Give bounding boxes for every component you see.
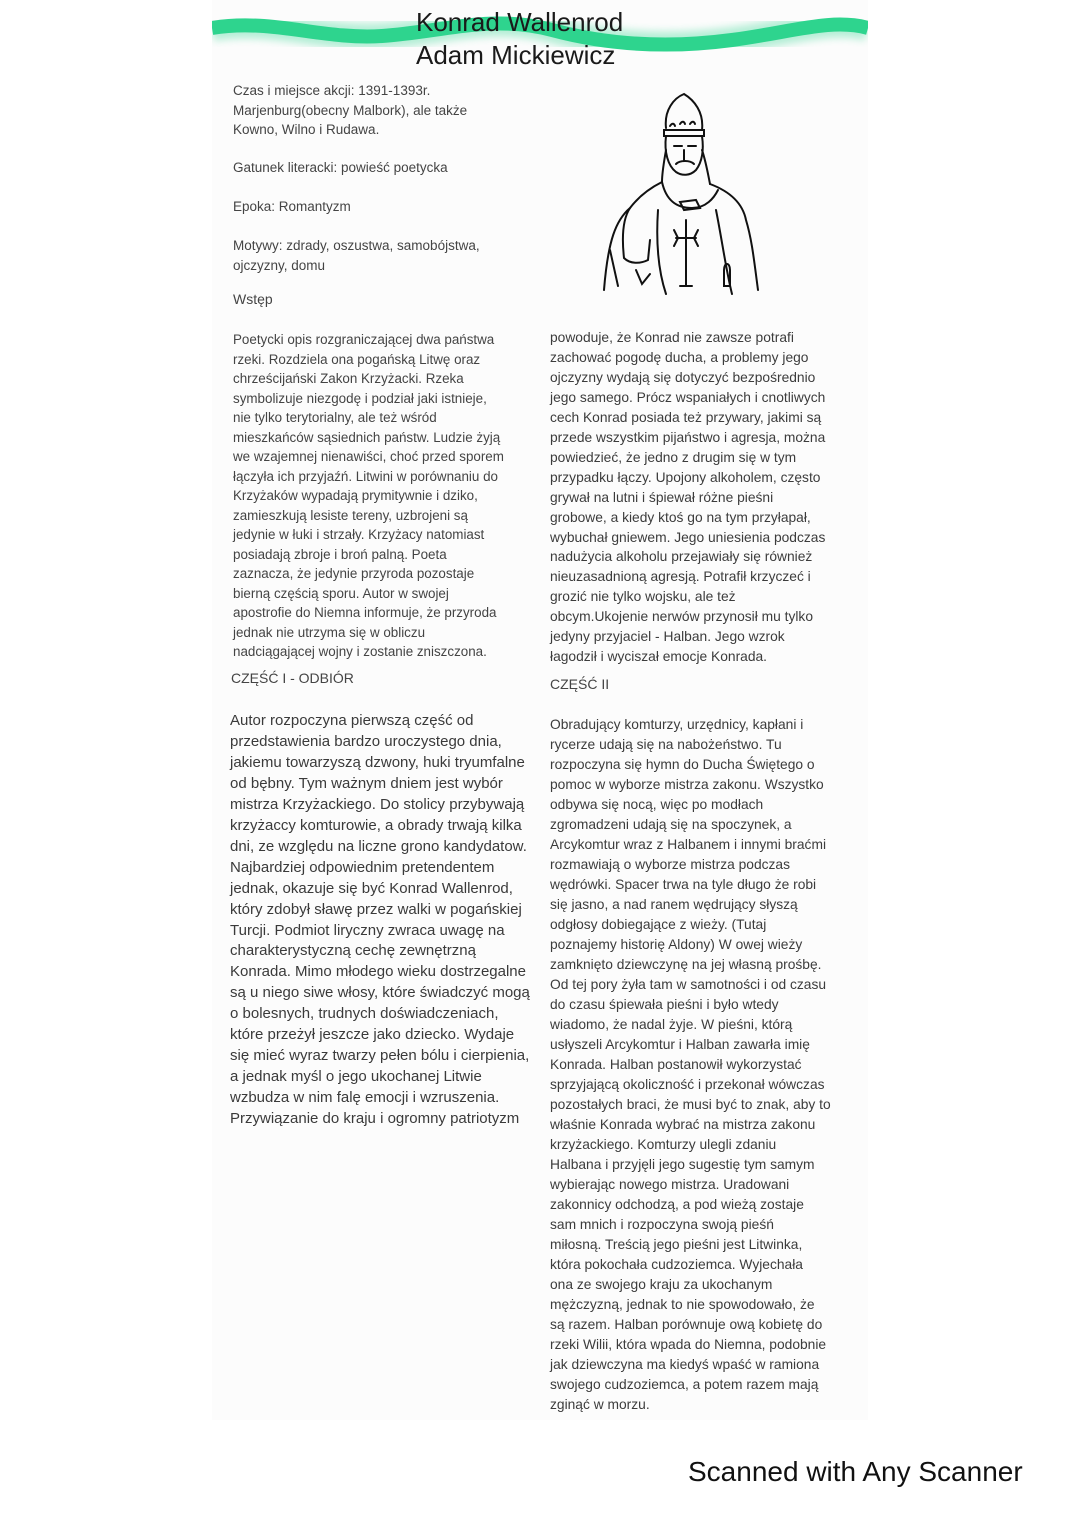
text-line: rzeki. Rozdziela ona pogańską Litwę oraz — [233, 351, 481, 367]
text-line: który zdobył sławę przez walki w pogańskiej — [230, 900, 522, 918]
scanner-watermark: Scanned with Any Scanner — [688, 1456, 1023, 1487]
text-line: rycerze udają się na nabożeństwo. Tu — [550, 737, 782, 752]
text-line: Konrada. Halban postanowił wykorzystać — [550, 1057, 802, 1072]
text-line: Kowno, Wilno i Rudawa. — [233, 122, 380, 137]
text-line: Najbardziej odpowiednim pretendentem — [230, 858, 495, 876]
part1-paragraph — [230, 711, 530, 1130]
text-line: są razem. Halban porównuje ową kobietę do — [550, 1317, 823, 1332]
text-line: zamknięto dziewczynę na jej własną prośbę. — [550, 957, 822, 972]
text-line: grozić nie tylko wojsku, ale też — [550, 589, 736, 605]
text-line: pozostałych braci, że musi być to znak, aby to — [550, 1097, 831, 1112]
text-line: Od tej pory żyła tam w samotności i od czasu — [550, 977, 827, 992]
text-line: nadużycia alkoholu przejawiały się również — [550, 549, 813, 565]
text-line: swojego cudzoziemca, a potem razem mają — [550, 1377, 819, 1392]
text-line: we wzajemnej nienawiści, choć przed sporem — [233, 449, 504, 464]
section-heading-part2: CZĘŚĆ II — [550, 676, 610, 692]
text-line: są u niego siwe włosy, które świadczyć mogą — [230, 984, 530, 1002]
text-line: obcym.Ukojenie nerwów przynosił mu tylko — [550, 609, 814, 625]
text-line: symbolizuje niezgodę i podział jaki istnieje, — [233, 390, 487, 406]
part2-paragraph — [550, 715, 831, 1415]
text-line: nie tylko terytorialny, ale też wśród — [233, 410, 437, 425]
text-line: się mieć wyraz twarzy pełen bólu i cierpienia, — [230, 1047, 530, 1065]
section-heading-wstep: Wstęp — [233, 291, 273, 307]
section-heading-part1: CZĘŚĆ I - ODBIÓR — [231, 670, 354, 686]
text-line: wybuchał gniewem. Jego uniesienia podczas — [550, 529, 826, 545]
text-line: Turcji. Podmiot liryczny zwraca uwagę na — [230, 921, 505, 939]
text-line: mistrza Krzyżackiego. Do stolicy przybywają — [230, 795, 525, 813]
text-line: charakterystyczną cechę zewnętrzną — [230, 942, 476, 960]
title-line-1: Konrad Wallenrod — [416, 7, 624, 37]
text-line: o bolesnych, trudnych doświadczeniach, — [230, 1005, 499, 1023]
text-line: Obradujący komturzy, urzędnicy, kapłani i — [550, 717, 804, 732]
text-line: odgłosy dobiegające z wieży. (Tutaj — [550, 917, 767, 932]
text-line: apostrofie do Niemna informuje, że przyroda — [233, 605, 497, 620]
text-line: mężczyzną, jednak to nie spowodowało, że — [550, 1297, 815, 1312]
text-line: grobowe, a kiedy ktoś go na tym przyłapał, — [550, 509, 811, 525]
text-line: które przeżył jeszcze jako dziecko. Wydaje — [230, 1026, 515, 1044]
text-line: Krzyżaków wypadają prymitywnie i dziko, — [233, 488, 478, 503]
text-line: sprzyjającą okoliczność i przekonał wówczas — [550, 1077, 825, 1092]
text-line: odbywa się nocą, więc po modłach — [550, 797, 764, 812]
text-line: do czasu śpiewała pieśni i było wtedy — [550, 997, 779, 1012]
text-line: Motywy: zdrady, oszustwa, samobójstwa, — [233, 238, 480, 253]
text-line: wiadomo, że nadal żyje. W pieśni, którą — [550, 1017, 793, 1032]
text-line: a jednak myśl o jego ukochanej Litwie — [230, 1068, 482, 1086]
text-line: rozpoczyna się hymn do Ducha Świętego o — [550, 757, 815, 772]
text-line: cech Konrad posiada też przywary, jakimi są — [550, 409, 822, 425]
text-line: Poetycki opis rozgraniczającej dwa państwa — [233, 332, 495, 347]
text-line: poznajemy historię Aldony) W owej wieży — [550, 937, 803, 952]
text-line: zginąć w morzu. — [550, 1397, 650, 1412]
text-line: przypadku łączy. Upojony alkoholem, często — [550, 469, 821, 485]
gatunek: Gatunek literacki: powieść poetycka — [233, 160, 448, 175]
text-line: Czas i miejsce akcji: 1391-1393r. — [233, 83, 431, 98]
text-line: jednak nie utrzyma się w obliczu — [233, 624, 426, 640]
czas-i-miejsce — [233, 81, 467, 140]
text-line: jakiemu towarzyszą dzwony, huki tryumfalne — [230, 753, 525, 771]
intro-paragraph — [233, 330, 504, 662]
text-line: zachować pogodę ducha, a problemy jego — [550, 349, 809, 365]
text-line: zamieszkują lesiste tereny, uzbrojeni są — [233, 507, 468, 523]
text-line: jedyny przyjaciel - Halban. Jego wzrok — [550, 629, 785, 645]
text-line: grywał na lutni i śpiewał różne pieśni — [550, 489, 774, 505]
text-line: Konrada. Mimo młodego wieku dostrzegalne — [230, 963, 526, 981]
text-line: krzyżackiego. Komturzy ulegli zdaniu — [550, 1137, 777, 1152]
text-line: rzeki Wilii, która wpada do Niemna, podobnie — [550, 1337, 827, 1352]
text-line: nadciągającej wojny i zostanie zniszczona. — [233, 644, 487, 659]
text-line: ojczyzny, domu — [233, 257, 326, 273]
text-line: która pokochała cudzoziemca. Wyjechała — [550, 1257, 803, 1272]
text-line: bierną częścią sporu. Autor w swojej — [233, 585, 449, 601]
text-line: Przywiązanie do kraju i ogromny patriotyzm — [230, 1110, 520, 1128]
text-line: przede wszystkim pijaństwo i agresja, można — [550, 429, 826, 445]
text-line: usłyszeli Arcykomtur i Halban zawarła imię — [550, 1037, 810, 1052]
part1-continuation-paragraph — [550, 328, 825, 667]
text-line: jednak, okazuje się być Konrad Wallenrod, — [230, 879, 513, 897]
text-line: zakonnicy odchodzą, a pod wieżą zostaje — [550, 1197, 804, 1212]
text-line: zgromadzeni udają się na spoczynek, a — [550, 817, 792, 832]
text-line: mieszkańców sąsiednich państw. Ludzie żyją — [233, 429, 501, 445]
text-line: ona ze swojego kraju za ukochanym — [550, 1277, 773, 1292]
text-line: wędrówki. Spacer trwa na tyle długo że robi — [550, 877, 817, 892]
motywy — [233, 236, 480, 275]
text-line: od bębny. Tym ważnym dniem jest wybór — [230, 774, 503, 792]
text-line: się jasno, a nad ranem wędrujący słyszą — [550, 897, 798, 912]
text-line: łagodził i wyciszał emocje Konrada. — [550, 649, 768, 665]
text-line: jego samego. Prócz wspaniałych i cnotliwych — [550, 389, 826, 405]
text-line: wybierając nowego mistrza. Uradowani — [550, 1177, 790, 1192]
text-line: sam mnich i rozpoczyna swoją pieśń — [550, 1217, 774, 1232]
text-line: chrześcijański Zakon Krzyżacki. Rzeka — [233, 371, 464, 386]
document-title — [416, 6, 623, 72]
text-line: Autor rozpoczyna pierwszą część od — [230, 712, 474, 729]
text-line: miłosną. Treścią jego pieśni jest Litwinka, — [550, 1237, 803, 1252]
epoka: Epoka: Romantyzm — [233, 199, 351, 214]
text-line: przedstawienia bardzo uroczystego dnia, — [230, 732, 502, 750]
text-line: zaznacza, że jedynie przyroda pozostaje — [233, 566, 475, 581]
text-line: łączyła ich przyjaźń. Litwini w porównaniu do — [233, 468, 498, 484]
text-line: ojczyzny wydają się dotyczyć bezpośrednio — [550, 369, 816, 385]
text-line: pomoc w wyborze mistrza zakonu. Wszystko — [550, 777, 824, 792]
text-line: właśnie Konrada wybrać na mistrza zakonu — [550, 1117, 816, 1132]
text-line: Halbana i przyjęli jego sugestię tym samym — [550, 1157, 815, 1172]
text-line: posiadają zbroje i broń palną. Poeta — [233, 546, 447, 562]
text-line: jak dziewczyna ma kiedyś wpaść w ramiona — [550, 1357, 820, 1372]
text-line: jedynie w łuki i strzały. Krzyżacy natomiast — [233, 527, 485, 542]
knight-illustration — [596, 90, 766, 300]
text-line: wzbudza w nim falę emocji i wzruszenia. — [230, 1089, 500, 1107]
text-line: krzyżaccy komturowie, a obrady trwają kilka — [230, 816, 522, 834]
text-line: Arcykomtur wraz z Halbanem i innymi braćmi — [550, 837, 827, 852]
text-line: Marjenburg(obecny Malbork), ale także — [233, 102, 468, 118]
text-line: powoduje, że Konrad nie zawsze potrafi — [550, 330, 794, 345]
title-author: Adam Mickiewicz — [416, 40, 616, 70]
text-line: nieuzasadnioną agresją. Potrafił krzyczeć i — [550, 569, 811, 585]
text-line: rozmawiają o wyborze mistrza podczas — [550, 857, 790, 872]
text-line: powiedzieć, że jedno z drugim się w tym — [550, 449, 797, 465]
text-line: dni, ze względu na liczne grono kandydatow. — [230, 837, 527, 855]
